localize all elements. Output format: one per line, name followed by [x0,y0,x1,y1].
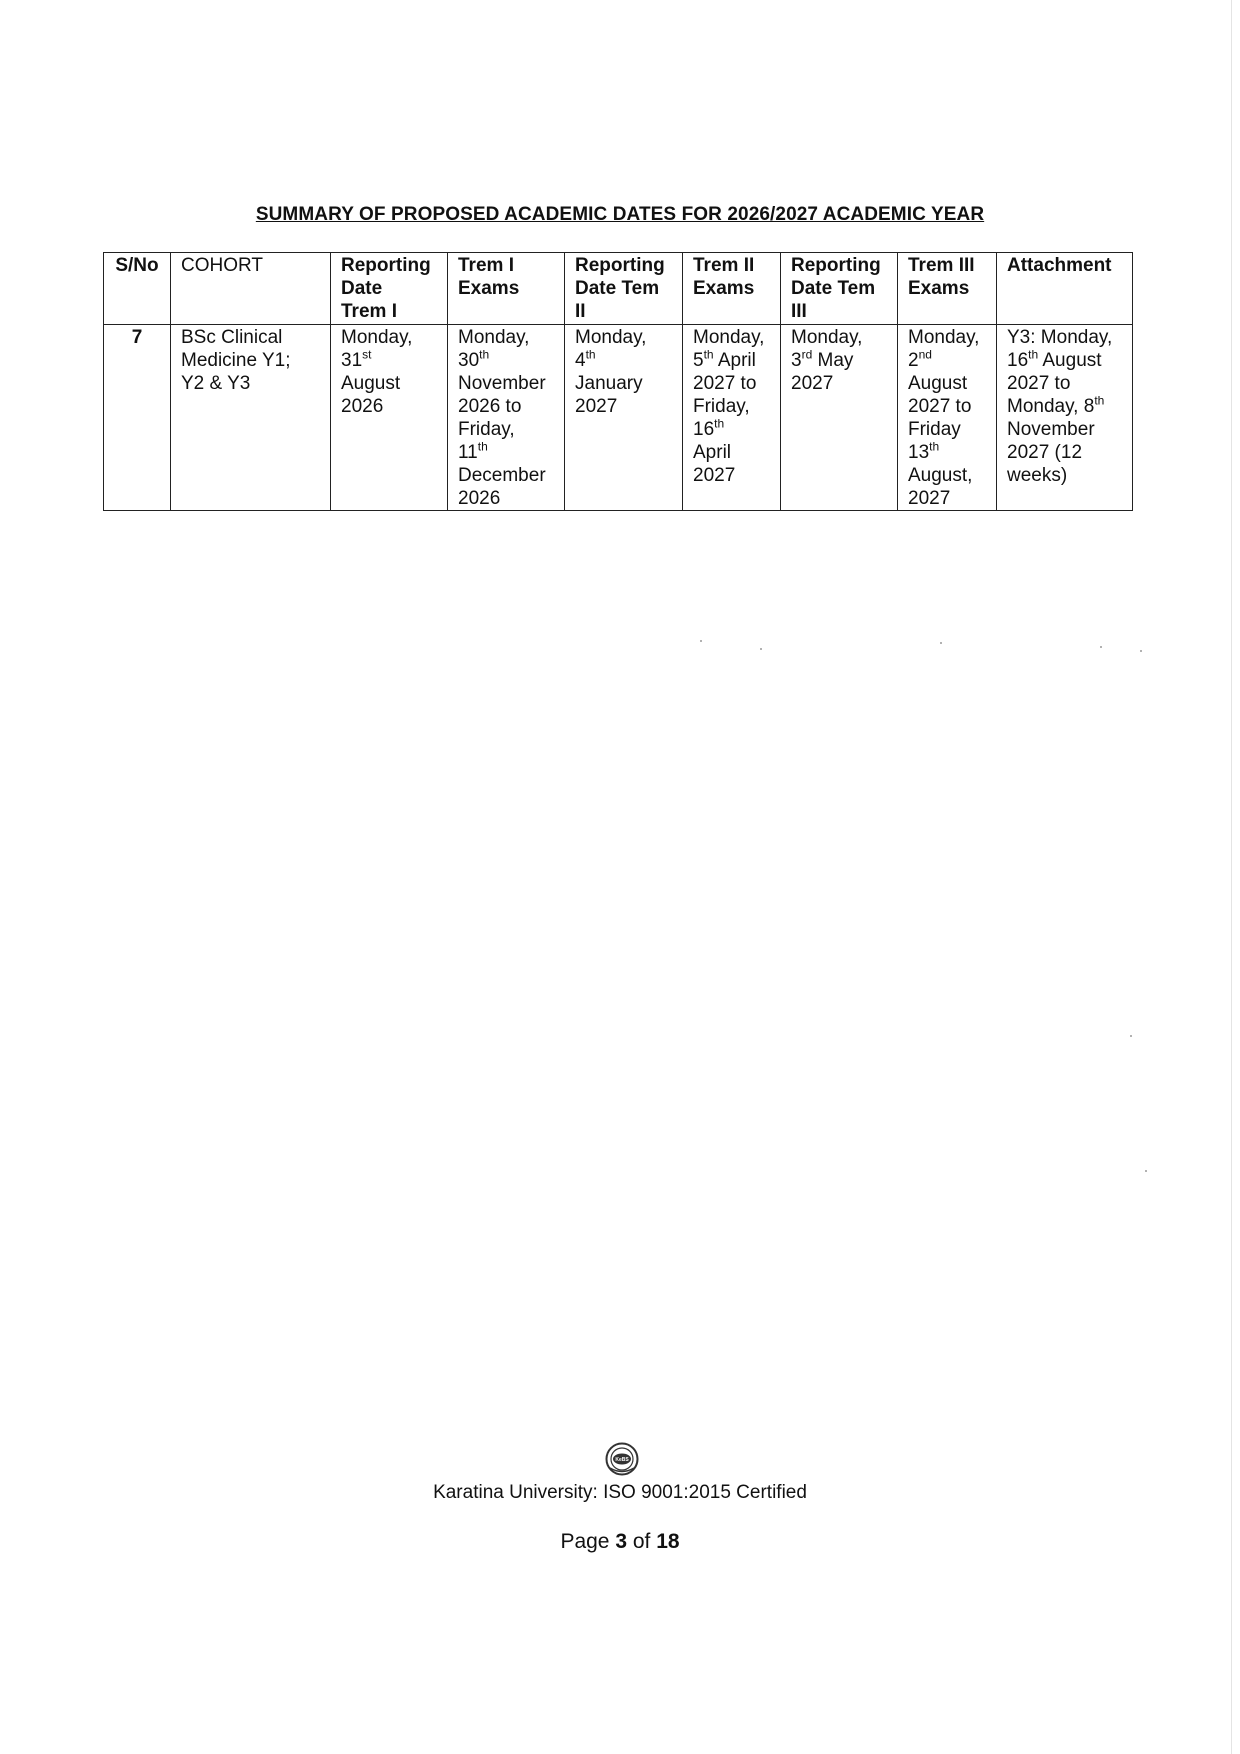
header-reporting-term1: Reporting Date Trem I [331,253,448,325]
table-header-row [104,253,1133,325]
header-reporting-term3: Reporting Date Tem III [781,253,898,325]
scan-speck [1145,1170,1147,1172]
cell-reporting-term3: Monday, 3rd May 2027 [781,325,898,511]
header-term3-exams: Trem III Exams [898,253,997,325]
cell-reporting-term1: Monday, 31st August 2026 [331,325,448,511]
cell-term2-exams: Monday, 5th April 2027 to Friday, 16th April 2027 [683,325,781,511]
footer-certification: Karatina University: ISO 9001:2015 Certified [433,1482,807,1503]
karatina-university-seal-icon [605,1442,639,1476]
academic-dates-table [103,252,1133,511]
header-attachment: Attachment [997,253,1133,325]
header-cohort: COHORT [171,253,331,325]
scan-speck [760,648,762,650]
header-term1-exams: Trem I Exams [448,253,565,325]
cell-attachment: Y3: Monday, 16th August 2027 to Monday, 8th November 2027 (12 weeks) [997,325,1133,511]
scan-speck [700,640,702,642]
cell-cohort: BSc Clinical Medicine Y1; Y2 & Y3 [171,325,331,511]
document-title: SUMMARY OF PROPOSED ACADEMIC DATES FOR 2026/2027 ACADEMIC YEAR [255,204,985,225]
svg-text:KeBS: KeBS [615,1457,629,1463]
table-row [104,325,1133,511]
cell-sno: 7 [104,325,171,511]
header-sno: S/No [104,253,171,325]
header-reporting-term2: Reporting Date Tem II [565,253,683,325]
scan-speck [1130,1035,1132,1037]
page-number: Page 3 of 18 [560,1530,680,1553]
scan-speck [1100,646,1102,648]
cell-term3-exams: Monday, 2nd August 2027 to Friday 13th August, 2027 [898,325,997,511]
scan-speck [940,642,942,644]
cell-reporting-term2: Monday, 4th January 2027 [565,325,683,511]
scan-speck [1140,650,1142,652]
header-term2-exams: Trem II Exams [683,253,781,325]
cell-term1-exams: Monday, 30th November 2026 to Friday, 11th December 2026 [448,325,565,511]
